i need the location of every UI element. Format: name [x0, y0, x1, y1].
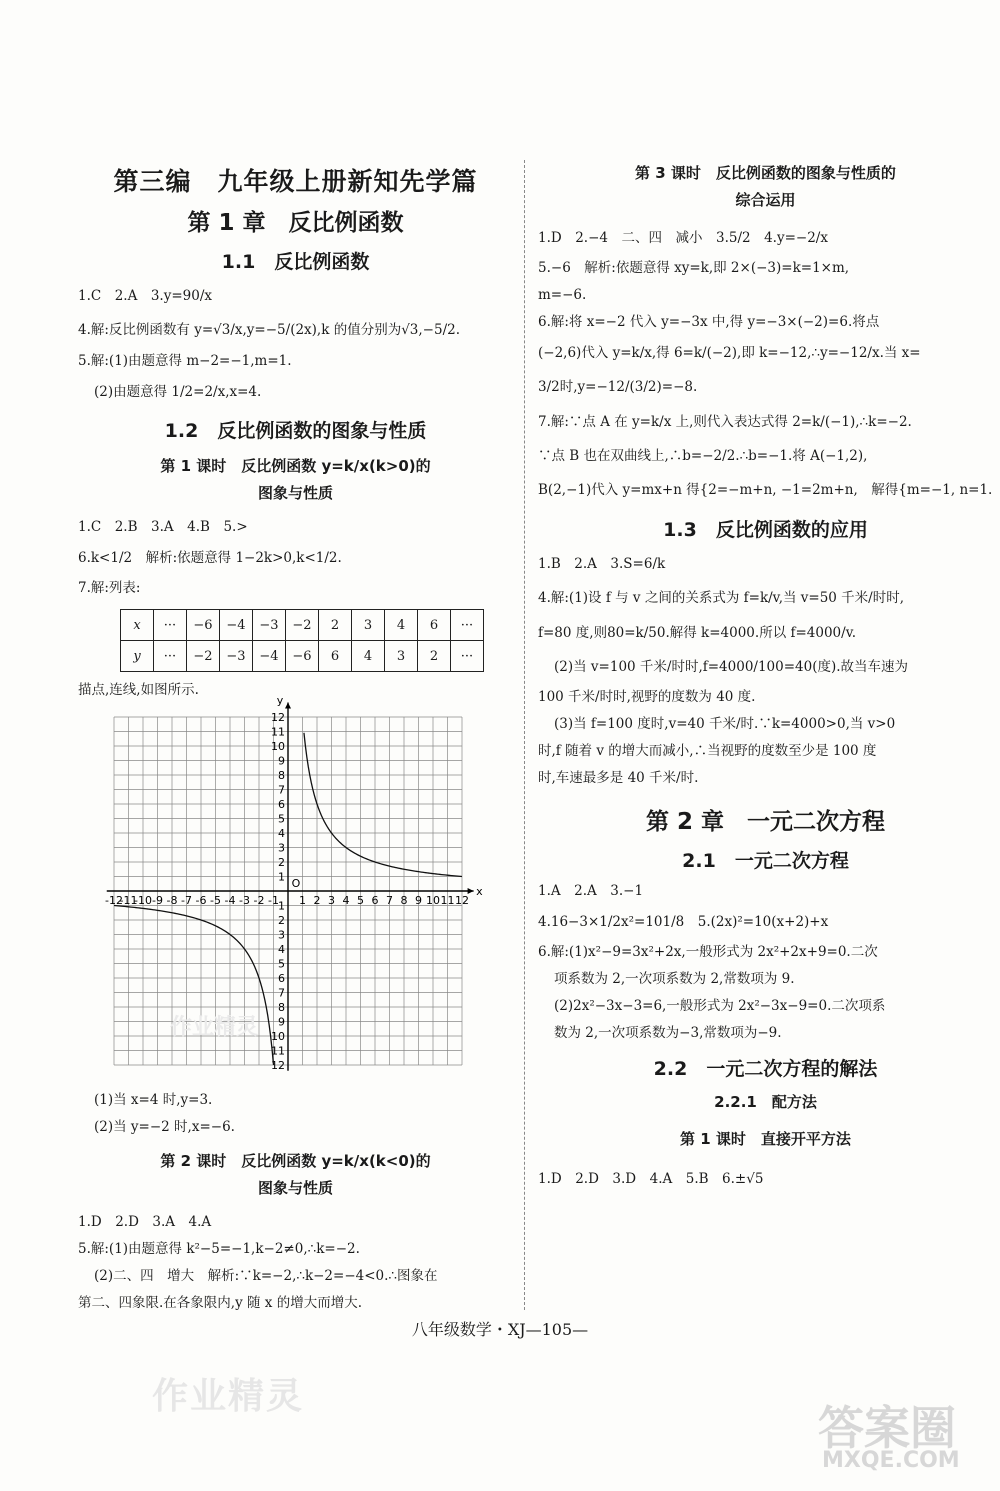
lesson-1-title-line1: 第 1 课时 反比例函数 y=k/x(k>0)的 — [160, 456, 431, 475]
answer-line: 5.解:(1)由题意得 k²−5=−1,k−2≠0,∴k=−2. — [78, 1240, 360, 1257]
y-tick-label: 9 — [278, 1015, 285, 1029]
x-tick-label: 2 — [313, 894, 321, 908]
table-cell: 4 — [385, 610, 418, 641]
table-cell: ··· — [451, 610, 484, 641]
answer-line: (1)当 x=4 时,y=3. — [94, 1092, 213, 1109]
answer-line: (2)2x²−3x−3=6,一般形式为 2x²−3x−9=0.二次项系 — [554, 998, 886, 1014]
table-cell: 2 — [418, 641, 451, 672]
answer-line: f=80 度,则80=k/50.解得 k=4000.所以 f=4000/v. — [538, 624, 857, 641]
lesson-3-title-line2: 综合运用 — [735, 191, 796, 209]
x-tick-label: -1 — [268, 894, 279, 908]
lesson-1-title-line2: 图象与性质 — [257, 483, 333, 502]
y-tick-label: 11 — [271, 725, 285, 739]
table-cell: 3 — [385, 641, 418, 672]
answer-line: ∵点 B 也在双曲线上,∴b=−2/2.∴b=−1.将 A(−1,2), — [538, 448, 868, 465]
x-tick-label: 12 — [455, 894, 469, 908]
table-row — [121, 641, 484, 672]
section-1-1-title: 1.1 反比例函数 — [221, 251, 370, 273]
table-row — [121, 610, 484, 641]
y-tick-label: 7 — [278, 783, 285, 797]
x-tick-label: 6 — [371, 894, 379, 908]
section-1-3-title: 1.3 反比例函数的应用 — [663, 518, 868, 541]
value-table — [120, 609, 484, 672]
answer-line: 5.解:(1)由题意得 m−2=−1,m=1. — [78, 352, 292, 369]
answer-line: 1.D 2.D 3.A 4.A — [78, 1213, 212, 1230]
answer-line: 100 千米/时时,视野的度数为 40 度. — [538, 689, 756, 706]
answer-line: 7.解:列表: — [78, 580, 141, 597]
x-tick-label: 8 — [400, 894, 408, 908]
x-tick-label: -3 — [239, 894, 250, 908]
x-tick-label: -5 — [210, 894, 221, 908]
answer-line: 3/2时,y=−12/(3/2)=−8. — [538, 379, 698, 396]
y-tick-label: 8 — [278, 1001, 285, 1015]
table-cell: −3 — [220, 641, 253, 672]
y-tick-label: 4 — [278, 827, 285, 841]
x-tick-label: -6 — [195, 894, 207, 908]
y-tick-label: 10 — [271, 740, 285, 754]
x-tick-label: 11 — [440, 894, 455, 908]
y-tick-label: 1 — [278, 870, 285, 884]
y-tick-label: 3 — [278, 928, 285, 942]
y-tick-label: 11 — [271, 1044, 285, 1058]
x-tick-label: -8 — [166, 894, 178, 908]
section-2-2-1-title: 2.2.1 配方法 — [714, 1092, 817, 1111]
table-cell: −6 — [286, 641, 319, 672]
x-tick-label: 9 — [415, 894, 422, 908]
origin-label: O — [291, 877, 301, 891]
answer-line: 4.16−3×1/2x²=101/8 5.(2x)²=10(x+2)+x — [538, 913, 829, 930]
answer-line: (2)二、四 增大 解析:∵k=−2,∴k−2=−4<0.∴图象在 — [94, 1267, 438, 1284]
answer-line: (−2,6)代入 y=k/x,得 6=k/(−2),即 k=−12,∴y=−12/x.当 x= — [538, 345, 921, 362]
watermark-graph: 作业精灵 — [170, 1015, 259, 1040]
x-tick-label: -7 — [181, 894, 192, 908]
x-tick-label: 4 — [342, 894, 350, 908]
left-column — [78, 150, 513, 1320]
x-tick-label: 10 — [426, 894, 440, 908]
lesson-3-title — [538, 160, 993, 214]
table-cell: 6 — [418, 610, 451, 641]
answer-line: (2)由题意得 1/2=2/x,x=4. — [94, 383, 262, 400]
answer-line: 6.解:(1)x²−9=3x²+2x,一般形式为 2x²+2x+9=0.二次 — [538, 944, 878, 961]
table-cell: 6 — [319, 641, 352, 672]
y-tick-label: 2 — [278, 914, 285, 928]
lesson-2-title-line2: 图象与性质 — [257, 1178, 333, 1197]
y-tick-label: 10 — [271, 1030, 285, 1044]
answer-line: 4.解:反比例函数有 y=√3/x,y=−5/(2x),k 的值分别为√3,−5/2. — [78, 322, 461, 339]
table-cell: −2 — [286, 610, 319, 641]
lesson-3-title-line1: 第 3 课时 反比例函数的图象与性质的 — [635, 164, 896, 182]
watermark-logo: 答案圈 — [818, 1401, 956, 1455]
table-cell: 4 — [352, 641, 385, 672]
column-divider — [524, 160, 525, 1310]
answer-line: 时,f 随着 v 的增大而减小,∴当视野的度数至少是 100 度 — [538, 743, 877, 760]
y-tick-label: 5 — [278, 957, 285, 971]
table-cell: −3 — [253, 610, 286, 641]
y-tick-label: 1 — [278, 899, 285, 913]
y-tick-label: 6 — [278, 972, 285, 986]
x-tick-label: 5 — [357, 894, 364, 908]
y-tick-label: 5 — [278, 812, 285, 826]
answer-line: 4.解:(1)设 f 与 v 之间的关系式为 f=k/v,当 v=50 千米/时时, — [538, 590, 905, 607]
section-2-1-title: 2.1 一元二次方程 — [682, 849, 849, 872]
y-arrow — [285, 703, 291, 709]
answer-line: 1.B 2.A 3.S=6/k — [538, 555, 666, 572]
y-axis-label: y — [276, 694, 284, 708]
answer-line: 1.C 2.A 3.y=90/x — [78, 288, 212, 304]
y-tick-label: 7 — [278, 986, 285, 1000]
lesson-2-title-line1: 第 2 课时 反比例函数 y=k/x(k<0)的 — [160, 1151, 431, 1170]
lesson-d-title: 第 1 课时 直接开平方法 — [680, 1129, 851, 1148]
y-tick-label: 4 — [278, 943, 285, 957]
answer-line: (3)当 f=100 度时,v=40 千米/时.∵k=4000>0,当 v>0 — [554, 716, 896, 733]
table-cell: ··· — [451, 641, 484, 672]
x-tick-label: -2 — [253, 894, 265, 908]
x-axis-label: x — [476, 885, 483, 899]
answer-line: 5.−6 解析:依题意得 xy=k,即 2×(−3)=k=1×m, — [538, 260, 850, 277]
y-tick-label: 3 — [278, 841, 285, 855]
page-footer: 八年级数学・XJ—105— — [411, 1320, 589, 1339]
watermark-bottom-left: 作业精灵 — [152, 1376, 305, 1417]
table-cell: x — [121, 610, 154, 641]
curve-quadrant-3 — [114, 906, 274, 1066]
answer-line: 1.D 2.D 3.D 4.A 5.B 6.±√5 — [538, 1170, 764, 1187]
table-cell: −4 — [253, 641, 286, 672]
answer-line: 1.D 2.−4 二、四 减小 3.5/2 4.y=−2/x — [538, 230, 828, 246]
y-tick-label: 12 — [271, 711, 285, 725]
lesson-2-title — [78, 1148, 513, 1202]
answer-line: B(2,−1)代入 y=mx+n 得{2=−m+n, −1=2m+n, 解得{m=−1, n=1. — [538, 482, 993, 499]
x-tick-label: 7 — [386, 894, 393, 908]
lesson-1-title — [78, 453, 513, 507]
table-cell: ··· — [154, 641, 187, 672]
answer-line: 1.C 2.B 3.A 4.B 5.> — [78, 518, 248, 535]
chapter-1-title: 第 1 章 反比例函数 — [187, 210, 404, 236]
watermark-url: MXQE.COM — [822, 1448, 960, 1473]
x-tick-label: -11 — [119, 894, 138, 908]
x-tick-label: -10 — [134, 894, 152, 908]
answer-line: 6.k<1/2 解析:依题意得 1−2k>0,k<1/2. — [78, 549, 342, 566]
answer-line: 6.解:将 x=−2 代入 y=−3x 中,得 y=−3×(−2)=6.将点 — [538, 314, 880, 331]
table-cell: 3 — [352, 610, 385, 641]
right-column — [538, 150, 993, 1196]
section-2-2-title: 2.2 一元二次方程的解法 — [653, 1057, 878, 1080]
answer-line: (2)当 y=−2 时,x=−6. — [94, 1118, 235, 1135]
y-tick-label: 8 — [278, 769, 285, 783]
answer-line: 时,车速最多是 40 千米/时. — [538, 769, 699, 786]
y-tick-label: 12 — [271, 1059, 285, 1073]
answer-line: 7.解:∵点 A 在 y=k/x 上,则代入表达式得 2=k/(−1),∴k=−2. — [538, 413, 912, 430]
x-tick-label: 3 — [328, 894, 335, 908]
curve-quadrant-1 — [304, 733, 462, 877]
x-tick-label: -12 — [105, 894, 123, 908]
y-tick-label: 2 — [278, 856, 285, 870]
section-1-2-title: 1.2 反比例函数的图象与性质 — [164, 419, 427, 442]
answer-line: 1.A 2.A 3.−1 — [538, 882, 644, 899]
part-title: 第三编 九年级上册新知先学篇 — [113, 167, 478, 196]
y-tick-label: 6 — [278, 798, 285, 812]
answer-line: 项系数为 2,一次项系数为 2,常数项为 9. — [554, 971, 795, 988]
hyperbola-graph — [98, 694, 483, 1084]
x-tick-label: 1 — [299, 894, 306, 908]
table-cell: 2 — [319, 610, 352, 641]
chapter-2-title: 第 2 章 一元二次方程 — [645, 808, 886, 835]
x-tick-label: -9 — [152, 894, 163, 908]
y-tick-label: 9 — [278, 754, 285, 768]
plot-note: 描点,连线,如图所示. — [78, 682, 199, 699]
table-cell: y — [121, 641, 154, 672]
answer-line: 数为 2,一次项系数为−3,常数项为−9. — [554, 1024, 782, 1041]
table-cell: ··· — [154, 610, 187, 641]
table-cell: −4 — [220, 610, 253, 641]
table-cell: −2 — [187, 641, 220, 672]
table-cell: −6 — [187, 610, 220, 641]
answer-line: 第二、四象限.在各象限内,y 随 x 的增大而增大. — [78, 1294, 362, 1311]
answer-line: m=−6. — [538, 287, 587, 304]
x-tick-label: -4 — [224, 894, 236, 908]
answer-line: (2)当 v=100 千米/时时,f=4000/100=40(度).故当车速为 — [554, 658, 909, 675]
